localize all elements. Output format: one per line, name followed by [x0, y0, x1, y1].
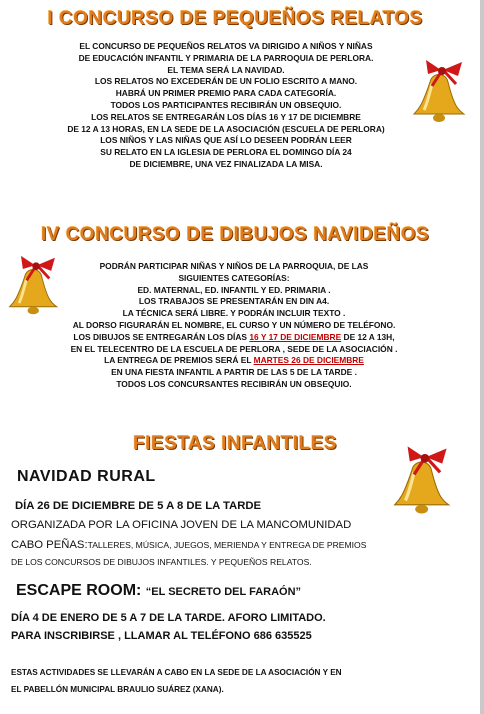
navidad-detail2: DE LOS CONCURSOS DE DIBUJOS INFANTILES. Y PEQUEÑOS RELATOS.	[11, 557, 312, 567]
navidad-rural-heading: NAVIDAD RURAL	[17, 468, 156, 485]
footer-line-2: EL PABELLÓN MUNICIPAL BRAULIO SUÁREZ (XANA).	[11, 685, 224, 694]
dibujos-dates-line	[8, 332, 460, 344]
cabo-penas: CABO PEÑAS:	[11, 539, 88, 551]
relatos-line: LOS RELATOS NO EXCEDERÁN DE UN FOLIO ESCRITO A MANO.	[94, 76, 358, 87]
fiestas-title: FIESTAS INFANTILES	[133, 433, 337, 454]
relatos-line: DE 12 A 13 HORAS, EN LA SEDE DE LA ASOCIACIÓN (ESCUELA DE PERLORA)	[67, 123, 385, 134]
navidad-detail: TALLERES, MÚSICA, JUEGOS, MERIENDA Y ENTREGA DE PREMIOS	[87, 540, 367, 550]
dates-prefix: LOS DIBUJOS SE ENTREGARÁN LOS DÍAS	[73, 331, 250, 342]
christmas-bell-icon	[388, 442, 464, 520]
relatos-line: DE EDUCACIÓN INFANTIL Y PRIMARIA DE LA PARROQUIA DE PERLORA.	[78, 52, 374, 63]
christmas-bell-icon	[4, 250, 70, 322]
relatos-text	[0, 41, 452, 171]
relatos-line: EL CONCURSO DE PEQUEÑOS RELATOS VA DIRIGIDO A NIÑOS Y NIÑAS	[79, 41, 373, 51]
dibujos-line: AL DORSO FIGURARÁN EL NOMBRE, EL CURSO Y UN NÚMERO DE TELÉFONO.	[72, 319, 396, 330]
escape-title: ESCAPE ROOM:	[16, 582, 146, 599]
dibujos-text	[8, 261, 460, 391]
navidad-organizer: ORGANIZADA POR LA OFICINA JOVEN DE LA MANCOMUNIDAD	[11, 519, 352, 531]
navidad-cabo-line	[11, 539, 366, 551]
dibujos-line: PODRÁN PARTICIPAR NIÑAS Y NIÑOS DE LA PARROQUIA, DE LAS	[99, 261, 369, 271]
christmas-bell-icon	[408, 56, 478, 128]
dibujos-line: ED. MATERNAL, ED. INFANTIL Y ED. PRIMARIA .	[137, 284, 331, 295]
relatos-line: SU RELATO EN LA IGLESIA DE PERLORA EL DOMINGO DÍA 24	[100, 147, 352, 158]
escape-date: DÍA 4 DE ENERO DE 5 A 7 DE LA TARDE. AFORO LIMITADO.	[11, 612, 326, 624]
footer-line-1: ESTAS ACTIVIDADES SE LLEVARÁN A CABO EN LA SEDE DE LA ASOCIACIÓN Y EN	[11, 668, 342, 677]
dibujos-title: IV CONCURSO DE DIBUJOS NAVIDEÑOS	[40, 224, 430, 245]
dates-underlined: 16 Y 17 DE DICIEMBRE	[249, 331, 342, 342]
dibujos-line: EN EL TELECENTRO DE LA ESCUELA DE PERLORA , SEDE DE LA ASOCIACIÓN .	[70, 343, 398, 354]
prize-underlined: MARTES 26 DE DICIEMBRE	[253, 355, 364, 366]
relatos-line: HABRÁ UN PRIMER PREMIO PARA CADA CATEGORÍA.	[115, 88, 337, 99]
escape-phone: PARA INSCRIBIRSE , LLAMAR AL TELÉFONO 686 635525	[11, 630, 312, 642]
dates-suffix: DE 12 A 13H,	[341, 331, 395, 342]
relatos-title: I CONCURSO DE PEQUEÑOS RELATOS	[47, 8, 423, 29]
dibujos-prize-line	[8, 355, 460, 367]
prize-prefix: LA ENTREGA DE PREMIOS SERÁ EL	[104, 355, 254, 366]
escape-room-heading	[16, 582, 301, 600]
dibujos-line: EN UNA FIESTA INFANTIL A PARTIR DE LAS 5 DE LA TARDE .	[111, 367, 357, 378]
navidad-date: DÍA 26 DE DICIEMBRE DE 5 A 8 DE LA TARDE	[15, 500, 262, 512]
dibujos-line: LOS TRABAJOS SE PRESENTARÁN EN DIN A4.	[138, 296, 330, 307]
dibujos-line: TODOS LOS CONCURSANTES RECIBIRÁN UN OBSEQUIO.	[116, 378, 352, 389]
page-border	[480, 0, 484, 714]
relatos-line: LOS NIÑOS Y LAS NIÑAS QUE ASÍ LO DESEEN PODRÁN LEER	[100, 135, 352, 146]
dibujos-line: SIGUIENTES CATEGORÍAS:	[178, 272, 290, 283]
escape-subtitle: “EL SECRETO DEL FARAÓN”	[145, 586, 302, 598]
relatos-line: DE DICIEMBRE, UNA VEZ FINALIZADA LA MISA.	[129, 158, 323, 169]
relatos-line: LOS RELATOS SE ENTREGARÁN LOS DÍAS 16 Y 17 DE DICIEMBRE	[91, 111, 361, 122]
dibujos-line: LA TÉCNICA SERÁ LIBRE. Y PODRÁN INCLUIR TEXTO .	[122, 308, 346, 319]
relatos-line: TODOS LOS PARTICIPANTES RECIBIRÁN UN OBSEQUIO.	[110, 99, 342, 110]
relatos-line: EL TEMA SERÁ LA NAVIDAD.	[167, 64, 285, 75]
